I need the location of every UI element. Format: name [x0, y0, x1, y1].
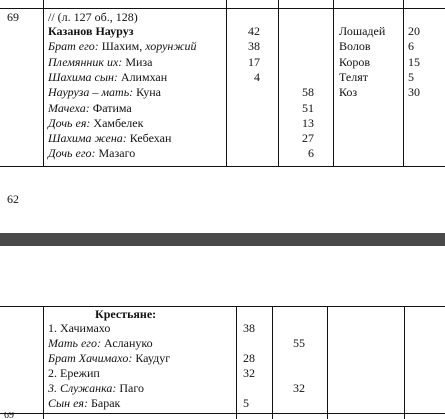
person-name: Кебехан [129, 131, 172, 145]
livestock-count: 15 [408, 55, 420, 69]
person-entry [48, 351, 170, 365]
livestock-label: Коров [339, 55, 371, 69]
male-age: 42 [248, 24, 260, 38]
person-entry [48, 116, 143, 130]
relation-label: Дочь ея: [48, 116, 91, 130]
livestock-label: Лошадей [339, 24, 386, 38]
relation-label: Шахима жена: [48, 131, 127, 145]
male-age: 32 [243, 366, 255, 380]
male-age: 38 [248, 39, 260, 53]
column-divider [278, 0, 279, 167]
person-entry [48, 366, 100, 380]
column-divider [403, 0, 404, 167]
male-age: 28 [243, 351, 255, 365]
person-name: Ережип [60, 366, 100, 380]
person-name: Мазаго [98, 146, 136, 160]
female-age: 55 [293, 336, 305, 350]
person-entry [48, 321, 110, 335]
archive-reference: // (л. 127 об., 128) [48, 10, 138, 24]
person-entry [48, 55, 152, 69]
person-entry [48, 85, 161, 99]
relation-label: Дочь его: [48, 146, 96, 160]
male-age: 5 [243, 396, 249, 410]
relation-label: Брат его: [48, 39, 99, 53]
relation-label: Мать его: [48, 336, 101, 350]
rank-label: хорунжий [145, 39, 197, 53]
person-name: Каудуг [135, 351, 171, 365]
livestock-count: 20 [408, 24, 420, 38]
person-name: Куна [136, 85, 162, 99]
relation-label: Племянник их: [48, 55, 123, 69]
column-divider [404, 306, 405, 419]
person-entry [48, 24, 134, 38]
person-name: Казанов Науруз [48, 24, 134, 38]
relation-label: Шахима сын: [48, 70, 118, 84]
relation-label: Науруза – мать: [48, 85, 134, 99]
column-divider [236, 306, 237, 419]
table-row-border [0, 413, 445, 414]
row-number: 69 [7, 10, 19, 24]
person-name: Хамбелек [93, 116, 144, 130]
column-divider [272, 306, 273, 419]
person-name: Паго [119, 381, 144, 395]
livestock-label: Телят [339, 70, 368, 84]
column-divider [226, 0, 227, 167]
page-divider [0, 233, 445, 246]
row-number: 69 [4, 412, 14, 419]
person-entry [48, 131, 171, 145]
entry-index: 2. [48, 366, 57, 380]
male-age: 38 [243, 321, 255, 335]
male-age: 17 [248, 55, 260, 69]
livestock-count: 6 [408, 39, 414, 53]
column-divider [327, 306, 328, 419]
person-name: Алимхан [120, 70, 168, 84]
livestock-label: Волов [339, 39, 371, 53]
person-entry [48, 146, 135, 160]
page-number: 62 [7, 192, 19, 206]
column-divider [43, 306, 44, 419]
livestock-count: 5 [408, 70, 414, 84]
female-age: 13 [302, 116, 314, 130]
person-name: Фатима [92, 101, 132, 115]
person-entry [48, 381, 144, 395]
person-name: Хачимахо [60, 321, 111, 335]
male-age: 4 [254, 70, 260, 84]
person-entry [48, 101, 132, 115]
female-age: 32 [293, 381, 305, 395]
female-age: 51 [302, 101, 314, 115]
person-entry [48, 396, 120, 410]
person-name: Миза [125, 55, 153, 69]
person-name: Аслануко [103, 336, 153, 350]
person-entry [48, 39, 197, 53]
female-age: 58 [302, 85, 314, 99]
female-age: 27 [302, 131, 314, 145]
female-age: 6 [308, 146, 314, 160]
table-bottom-border [0, 166, 445, 167]
person-name: Шахим, [101, 39, 143, 53]
person-name: Барак [90, 396, 121, 410]
table-top-border [0, 306, 445, 307]
entry-index: 1. [48, 321, 57, 335]
person-entry [48, 70, 167, 84]
livestock-label: Коз [339, 85, 358, 99]
relation-label: Мачеха: [48, 101, 90, 115]
person-entry [48, 336, 153, 350]
livestock-count: 30 [408, 85, 420, 99]
table-top-border [0, 8, 445, 9]
column-divider [333, 0, 334, 167]
column-divider [43, 0, 44, 167]
section-header: Крестьяне: [95, 307, 157, 321]
relation-label: Брат Хачимахо: [48, 351, 133, 365]
relation-label: Сын ея: [48, 396, 88, 410]
relation-label: 3. Служанка: [48, 381, 117, 395]
